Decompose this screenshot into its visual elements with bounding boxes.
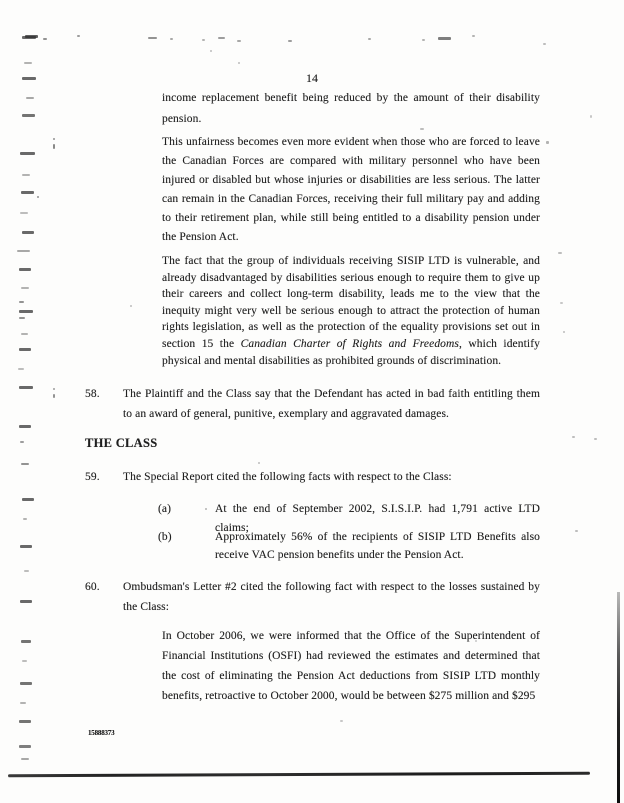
paragraph-58-text: The Plaintiff and the Class say that the Defendant has acted in bad faith entitling them to an award of general, punitive, exemplary and aggravated damages.	[123, 388, 540, 420]
scan-smudge	[19, 301, 24, 303]
scan-smudge	[22, 36, 36, 39]
scan-smudge	[77, 35, 80, 37]
scan-smudge	[23, 518, 27, 520]
scan-smudge	[202, 39, 205, 41]
scan-smudge	[53, 394, 55, 398]
scan-smudge	[420, 128, 424, 130]
scan-smudge	[590, 115, 592, 118]
scan-smudge	[21, 333, 28, 335]
scan-smudge	[19, 386, 33, 389]
quote-paragraph-charter	[162, 253, 540, 369]
scan-smudge	[575, 530, 578, 532]
scan-smudge	[53, 388, 55, 390]
scan-smudge	[472, 35, 475, 37]
scan-smudge	[19, 348, 31, 351]
scan-smudge	[53, 144, 55, 149]
scan-smudge	[21, 463, 29, 465]
scan-smudge	[170, 38, 173, 40]
scan-smudge	[20, 702, 26, 704]
list-item-b-text: Approximately 56% of the recipients of SISIP LTD Benefits also receive VAC pension benefits under the Pension Act.	[215, 531, 540, 561]
scan-smudge	[320, 100, 323, 102]
scan-smudge	[210, 50, 212, 52]
scan-smudge	[258, 462, 260, 464]
page-number: 14	[306, 71, 318, 85]
scan-smudge	[21, 640, 31, 643]
scan-smudge	[19, 310, 33, 313]
paragraph-58-number: 58.	[85, 388, 100, 400]
quote-charter-text-after: , which identify physical and mental disabilities as prohibited grounds of discrimination.	[162, 337, 540, 367]
scan-smudge	[19, 720, 31, 723]
quote-paragraph-osfi: In October 2006, we were informed that the Office of the Superintendent of Financial Institutions (OSFI) had reviewed the estimates and determined that the cost of eliminating the Pension Act deductions from SISIP LTD monthly benefits, retroactive to October 2000, would be between $275 million and $295	[162, 630, 540, 702]
scan-smudge	[17, 250, 30, 252]
scan-smudge	[22, 174, 30, 176]
scan-smudge	[340, 720, 343, 722]
scan-smudge	[26, 97, 34, 99]
scan-smudge	[563, 331, 565, 333]
charter-title-italic: Canadian Charter of Rights and Freedoms	[240, 337, 459, 350]
quote-charter-text-before: The fact that the group of individuals receiving SISIP LTD is vulnerable, and already disadvantaged by disabilities serious enough to require them to give up their careers and collect long-term disability, leads me to the view that the inequity might very well be serious enough to attract the protection of human rights legislation, as well as the protection of the equality provisions set out in section 15 the	[162, 255, 540, 350]
scan-smudge	[558, 252, 562, 254]
scan-smudge	[20, 545, 32, 548]
scan-smudge	[20, 212, 28, 214]
scan-smudge	[22, 660, 27, 662]
quote-paragraph-continuation: income replacement benefit being reduced by the amount of their disability pension.	[162, 92, 540, 125]
paragraph-59-text: The Special Report cited the following facts with respect to the Class:	[123, 471, 452, 483]
scan-smudge	[18, 368, 24, 370]
list-item-a-text: At the end of September 2002, S.I.S.I.P. had 1,791 active LTD claims;	[215, 503, 540, 534]
paragraph-59-number: 59.	[85, 471, 100, 483]
paragraph-60-text: Ombudsman's Letter #2 cited the following fact with respect to the losses sustained by the Class:	[123, 581, 540, 613]
paragraph-60-number: 60.	[85, 581, 100, 593]
scan-smudge	[572, 436, 575, 438]
scan-smudge	[43, 38, 47, 40]
scan-smudge	[24, 62, 32, 64]
scan-smudge	[546, 141, 549, 144]
paragraph-59	[85, 468, 540, 487]
document-id-stamp: 15888373	[88, 729, 115, 737]
scan-smudge	[20, 600, 32, 603]
list-item-a-label: (a)	[158, 503, 172, 515]
section-heading-the-class: THE CLASS	[85, 436, 158, 450]
scan-smudge	[205, 508, 207, 510]
scan-smudge	[130, 305, 132, 307]
scan-smudge	[24, 570, 29, 572]
paragraph-58	[85, 384, 540, 424]
list-item-b-label: (b)	[158, 531, 172, 543]
scan-smudge	[22, 231, 34, 234]
scan-smudge	[20, 441, 24, 443]
scan-smudge	[237, 40, 241, 42]
scan-smudge	[22, 114, 35, 117]
scan-smudge	[19, 268, 31, 271]
scan-edge-line-right	[617, 592, 620, 803]
scan-smudge	[21, 287, 29, 289]
scan-smudge	[21, 758, 29, 760]
scan-smudge	[19, 317, 25, 319]
scan-smudge	[19, 745, 31, 748]
scan-smudge	[238, 62, 240, 64]
scan-smudge	[20, 152, 35, 155]
scan-smudge	[22, 498, 34, 501]
scan-smudge	[22, 77, 36, 80]
scan-smudge	[543, 43, 546, 45]
scan-smudge	[288, 40, 292, 42]
scan-smudge	[368, 38, 371, 40]
scan-smudge	[20, 682, 32, 685]
scan-smudge	[21, 191, 34, 194]
scan-smudge	[148, 37, 157, 39]
paragraph-60	[85, 577, 540, 617]
quote-paragraph-unfairness: This unfairness becomes even more evident when those who are forced to leave the Canadian Forces are compared with military personnel who have been injured or disabled but whose injuries or disabilities are less serious. The latter can remain in the Canadian Forces, receiving their full military pay and adding to their retirement plan, while still being entitled to a disability pension under the Pension Act.	[162, 136, 540, 243]
scan-smudge	[475, 640, 477, 642]
scan-smudge	[53, 138, 55, 140]
scan-smudge	[560, 302, 563, 304]
list-item-b	[158, 528, 540, 564]
scan-smudge	[594, 438, 597, 440]
scan-smudge	[37, 196, 39, 198]
scan-smudge	[438, 37, 451, 40]
scan-edge-line-bottom	[8, 772, 590, 778]
scan-smudge	[422, 39, 425, 41]
scan-smudge	[19, 425, 31, 428]
scan-smudge	[218, 37, 225, 39]
